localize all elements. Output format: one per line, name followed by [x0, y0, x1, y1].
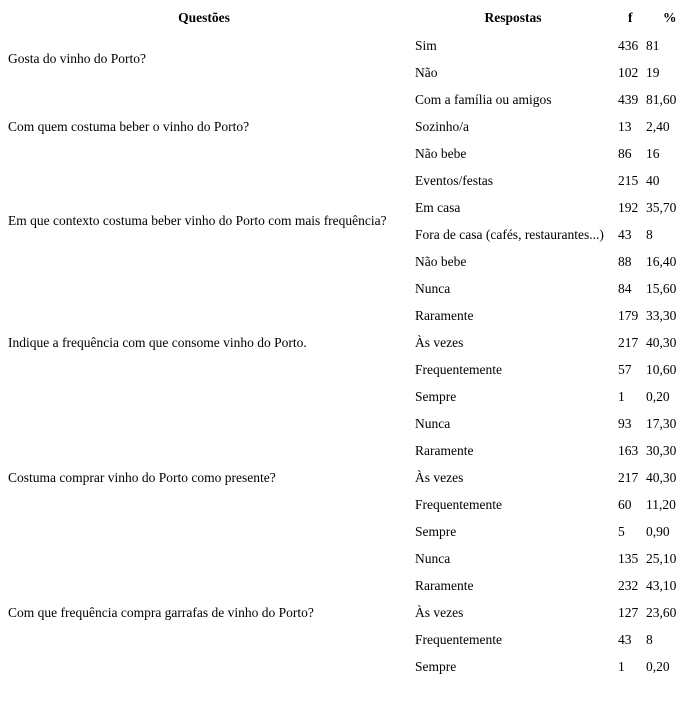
percent-value: 81 [646, 37, 660, 53]
percent-value: 16,40 [646, 253, 677, 269]
percent-value: 30,30 [646, 442, 677, 458]
header-frequency: f [628, 10, 633, 25]
header-row [0, 4, 696, 32]
percent-value: 8 [646, 631, 653, 647]
answer-label: Sempre [415, 523, 457, 539]
percent-value: 10,60 [646, 361, 677, 377]
question-text: Em que contexto costuma beber vinho do Porto com mais frequência? [8, 213, 387, 228]
percent-value: 11,20 [646, 496, 676, 512]
frequency-value: 135 [618, 550, 639, 566]
frequency-value: 43 [618, 631, 632, 647]
answer-label: Sempre [415, 658, 457, 674]
table-row [0, 545, 696, 572]
table-row [0, 86, 696, 113]
percent-value: 40,30 [646, 334, 677, 350]
frequency-value: 43 [618, 226, 632, 242]
table-body [0, 32, 696, 680]
percent-value: 43,10 [646, 577, 677, 593]
frequency-value: 93 [618, 415, 632, 431]
answer-label: Às vezes [415, 334, 464, 350]
percent-value: 2,40 [646, 118, 670, 134]
frequency-value: 86 [618, 145, 632, 161]
answer-label: Fora de casa (cafés, restaurantes...) [415, 226, 604, 242]
percent-value: 25,10 [646, 550, 677, 566]
frequency-value: 88 [618, 253, 632, 269]
percent-value: 40 [646, 172, 660, 188]
table-header [0, 4, 696, 32]
frequency-value: 439 [618, 91, 639, 107]
answer-label: Nunca [415, 280, 451, 296]
frequency-value: 60 [618, 496, 632, 512]
frequency-value: 1 [618, 388, 625, 404]
percent-value: 17,30 [646, 415, 677, 431]
percent-value: 33,30 [646, 307, 677, 323]
answer-label: Em casa [415, 199, 461, 215]
frequency-value: 127 [618, 604, 639, 620]
frequency-value: 102 [618, 64, 639, 80]
table-row [0, 32, 696, 59]
frequency-value: 5 [618, 523, 625, 539]
answer-label: Às vezes [415, 604, 464, 620]
frequency-value: 13 [618, 118, 632, 134]
percent-value: 16 [646, 145, 660, 161]
question-text: Com que frequência compra garrafas de vinho do Porto? [8, 604, 314, 620]
answer-label: Nunca [415, 550, 451, 566]
answer-label: Sempre [415, 388, 457, 404]
answer-label: Não bebe [415, 145, 467, 161]
header-questoes: Questões [178, 10, 230, 25]
answer-label: Frequentemente [415, 361, 502, 377]
answer-label: Eventos/festas [415, 172, 493, 188]
answer-label: Frequentemente [415, 631, 502, 647]
header-respostas: Respostas [484, 10, 542, 25]
answer-label: Frequentemente [415, 496, 502, 512]
frequency-value: 179 [618, 307, 639, 323]
frequency-value: 217 [618, 334, 639, 350]
answer-label: Nunca [415, 415, 451, 431]
table-row [0, 275, 696, 302]
percent-value: 35,70 [646, 199, 677, 215]
table-row [0, 167, 696, 194]
survey-table [0, 4, 696, 680]
answer-label: Às vezes [415, 469, 464, 485]
answer-label: Não [415, 64, 438, 80]
percent-value: 19 [646, 64, 660, 80]
answer-label: Sozinho/a [415, 118, 469, 134]
percent-value: 8 [646, 226, 653, 242]
percent-value: 15,60 [646, 280, 677, 296]
percent-value: 0,90 [646, 523, 670, 539]
percent-value: 81,60 [646, 91, 677, 107]
frequency-value: 57 [618, 361, 632, 377]
frequency-value: 232 [618, 577, 639, 593]
frequency-value: 192 [618, 199, 639, 215]
header-percent: % [663, 10, 677, 25]
answer-label: Raramente [415, 307, 474, 323]
answer-label: Com a família ou amigos [415, 91, 552, 107]
percent-value: 40,30 [646, 469, 677, 485]
frequency-value: 217 [618, 469, 639, 485]
frequency-value: 1 [618, 658, 625, 674]
table-row [0, 410, 696, 437]
percent-value: 0,20 [646, 658, 670, 674]
question-text: Com quem costuma beber o vinho do Porto? [8, 118, 250, 134]
frequency-value: 215 [618, 172, 639, 188]
answer-label: Não bebe [415, 253, 467, 269]
frequency-value: 436 [618, 37, 639, 53]
frequency-value: 84 [618, 280, 632, 296]
question-text: Gosta do vinho do Porto? [8, 51, 146, 66]
answer-label: Sim [415, 37, 437, 53]
percent-value: 23,60 [646, 604, 677, 620]
answer-label: Raramente [415, 442, 474, 458]
question-text: Costuma comprar vinho do Porto como presente? [8, 469, 276, 485]
frequency-value: 163 [618, 442, 639, 458]
question-text: Indique a frequência com que consome vinho do Porto. [8, 334, 307, 350]
percent-value: 0,20 [646, 388, 670, 404]
answer-label: Raramente [415, 577, 474, 593]
